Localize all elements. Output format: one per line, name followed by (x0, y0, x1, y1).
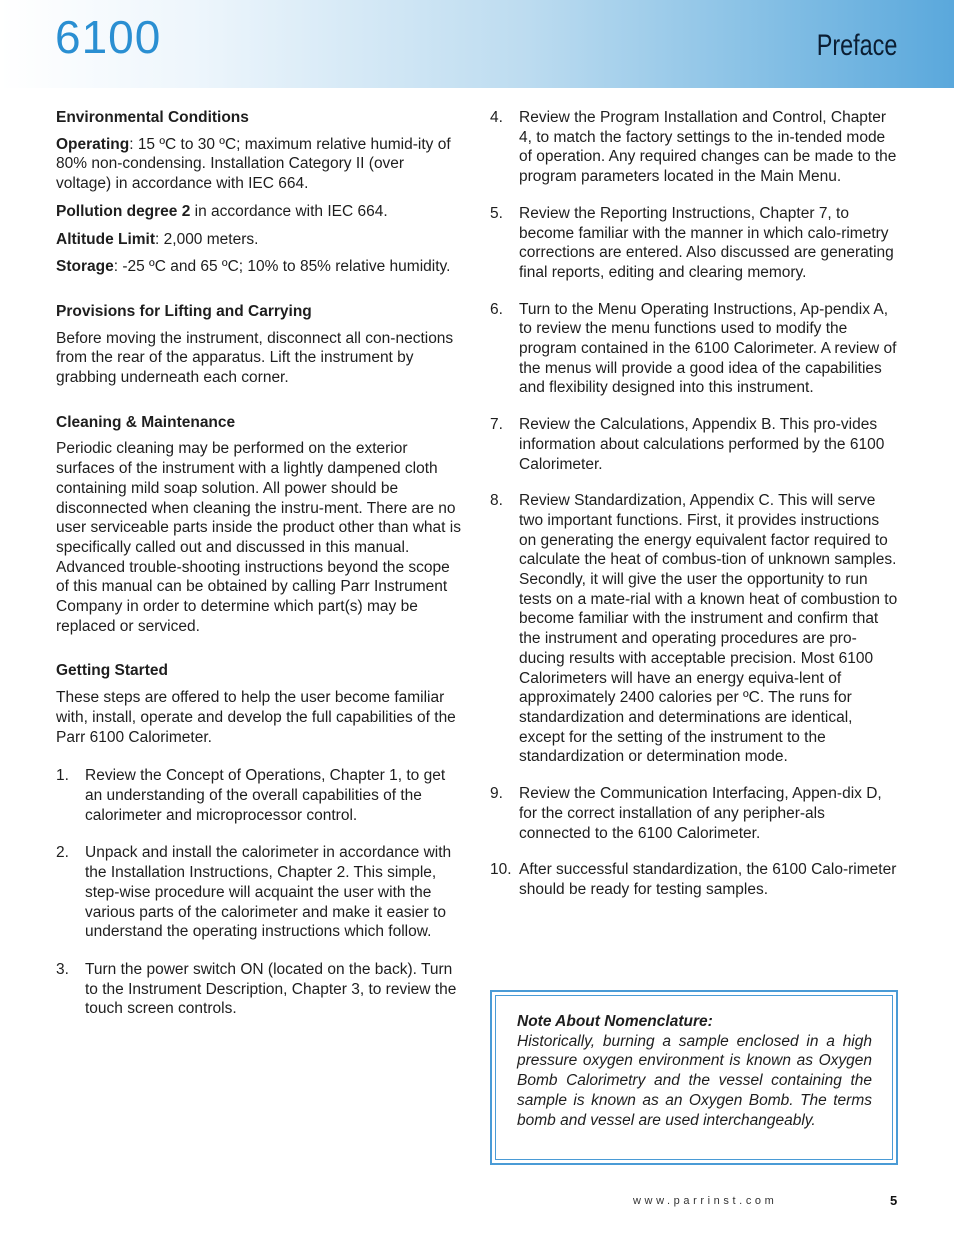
step-item (490, 784, 900, 843)
getting-started-heading: Getting Started (56, 662, 168, 680)
getting-started-intro: These steps are offered to help the user become familiar with, install, operate and develop the full capabilities of the Parr 6100 Calorimeter. (56, 689, 456, 746)
note-text: Historically, burning a sample enclosed in a high pressure oxygen environment is known as Oxygen Bomb Calorimetry and the vessel containing the sample is known as an Oxygen Bomb. The terms bomb and vessel are used interchangeably. (517, 1032, 872, 1129)
note-title: Note About Nomenclature: (517, 1013, 713, 1030)
page-number: 5 (890, 1193, 898, 1208)
env-altitude (56, 230, 461, 250)
step-item (490, 108, 900, 187)
step-text: After successful standardization, the 6100 Calo-rimeter should be ready for testing samples. (519, 861, 897, 898)
env-operating-text: : 15 ºC to 30 ºC; maximum relative humid-ity of 80% non-condensing. Installation Category II (over voltage) in accordance with IEC 664. (56, 135, 451, 193)
step-item (56, 843, 461, 942)
section-title: Preface (816, 29, 897, 62)
footer-website-url: www.parrinst.com (633, 1195, 778, 1207)
cleaning-section (56, 413, 461, 637)
getting-started-section (56, 661, 461, 1019)
step-number: 7. (490, 416, 503, 434)
env-operating-label: Operating (56, 135, 130, 153)
step-text: Turn to the Menu Operating Instructions, Ap-pendix A, to review the menu functions used to modify the program contained in the 6100 Calorimeter. A review of the menus will provide a good idea of the capabilities and flexibility designed into this instrument. (519, 300, 897, 397)
steps-list-left (56, 766, 461, 1019)
step-number: 10. (490, 861, 512, 879)
step-text: Review Standardization, Appendix C. This will serve two important functions. First, it provides instructions on generating the energy equivalent factor required to calculate the heat of combus-tion of unknown samples. Secondly, it will give the user the opportunity to run tests on a mate-rial with a known heat of combustion to become familiar with the instrument and confirm that the instrument and operating procedures are pro-ducing results with acceptable precision. Most 6100 Calorimeters will have an energy equiva-lent of approximately 2400 calories per ºC. The runs for standardization and determinations are identical, except for the setting of the instrument to the standardization or determination mode. (519, 492, 898, 766)
lifting-text: Before moving the instrument, disconnect all con-nections from the rear of the apparatus. Lift the instrument by grabbing underneath each corner. (56, 329, 454, 387)
step-number: 8. (490, 492, 503, 510)
step-text: Review the Program Installation and Control, Chapter 4, to match the factory settings to the in-tended mode of operation. Any required changes can be made to the program parameters located in the Main Menu. (519, 109, 897, 186)
right-column (490, 108, 900, 900)
step-text: Review the Communication Interfacing, Appen-dix D, for the correct installation of any peripher-als connected to the 6100 Calorimeter. (519, 785, 882, 842)
step-number: 2. (56, 844, 69, 862)
model-number: 6100 (55, 11, 162, 63)
env-heading: Environmental Conditions (56, 109, 249, 126)
step-item (56, 766, 461, 825)
env-storage (56, 257, 461, 277)
step-text: Turn the power switch ON (located on the back). Turn to the Instrument Description, Chapter 3, to review the touch screen controls. (85, 960, 457, 1018)
env-storage-text: : -25 ºC and 65 ºC; 10% to 85% relative humidity. (113, 258, 451, 276)
lifting-section (56, 302, 461, 388)
step-item (490, 415, 900, 474)
step-item (490, 860, 900, 899)
step-number: 5. (490, 204, 503, 222)
step-item (490, 204, 900, 283)
step-text: Unpack and install the calorimeter in accordance with the Installation Instructions, Chapter 2. This simple, step-wise procedure will acquaint the user with the various parts of the calorimeter and make it easier to understand the operating instructions which follow. (85, 844, 452, 941)
steps-list-right (490, 108, 900, 900)
step-number: 6. (490, 300, 503, 318)
env-storage-label: Storage (56, 258, 114, 276)
env-altitude-label: Altitude Limit (56, 230, 156, 248)
env-pollution-label: Pollution degree 2 (56, 202, 191, 220)
step-number: 4. (490, 109, 503, 126)
step-text: Review the Reporting Instructions, Chapter 7, to become familiar with the manner in which calo-rimetry corrections are entered. Also discussed are generating final reports, editing and clearing memory. (519, 204, 894, 281)
step-number: 1. (56, 767, 69, 785)
step-item (490, 491, 900, 767)
env-altitude-text: : 2,000 meters. (155, 230, 259, 248)
note-inner-frame (495, 995, 893, 1160)
cleaning-text: Periodic cleaning may be performed on the exterior surfaces of the instrument with a lightly dampened cloth containing mild soap solution. All power should be disconnected when cleaning the instru-ment. There are no user serviceable parts inside the product other than what is specifically called out and discussed in this manual. Advanced trouble-shooting instructions beyond the scope of this manual can be obtained by calling Parr Instrument Company in order to determine which part(s) may be replaced or serviced. (56, 440, 461, 635)
page-header-banner (0, 0, 954, 88)
env-pollution-text: in accordance with IEC 664. (190, 202, 388, 220)
step-number: 3. (56, 960, 69, 978)
lifting-heading: Provisions for Lifting and Carrying (56, 302, 312, 320)
step-item (56, 960, 461, 1019)
env-operating (56, 135, 461, 194)
step-number: 9. (490, 785, 503, 803)
left-column (56, 108, 461, 1019)
cleaning-heading: Cleaning & Maintenance (56, 413, 236, 431)
nomenclature-note-box (490, 990, 898, 1165)
step-item (490, 300, 900, 399)
step-text: Review the Calculations, Appendix B. This pro-vides information about calculations performed by the 6100 Calorimeter. (519, 416, 885, 473)
step-text: Review the Concept of Operations, Chapter 1, to get an understanding of the overall capabilities of the calorimeter and microprocessor control. (85, 767, 446, 824)
env-pollution (56, 202, 461, 222)
